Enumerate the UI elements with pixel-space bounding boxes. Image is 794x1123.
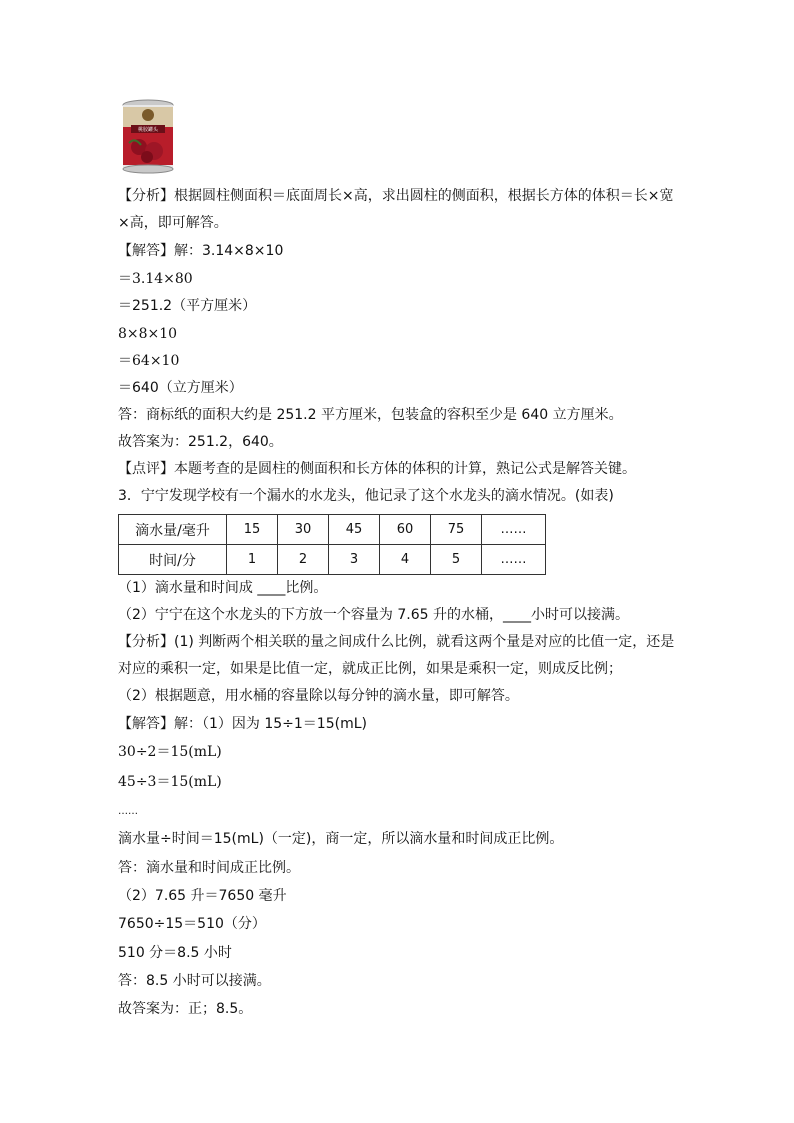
text-line: 【解答】解：3.14×8×10 (118, 243, 284, 259)
drip-table (118, 514, 546, 575)
text-line: ＝64×10 (118, 353, 180, 369)
table-cell: 60 (380, 515, 431, 545)
table-cell: 45 (329, 515, 380, 545)
table-cell: …… (482, 545, 546, 575)
text-line: ＝640（立方厘米） (118, 380, 243, 396)
text-line: 答：滴水量和时间成正比例。 (118, 860, 300, 876)
text-line: 【解答】解：（1）因为 15÷1＝15(mL) (118, 716, 367, 732)
text-line: （1）滴水量和时间成 ____比例。 (118, 580, 328, 596)
table-header-cell: 滴水量/毫升 (119, 515, 227, 545)
text-line: 答：商标纸的面积大约是 251.2 平方厘米，包装盒的容积至少是 640 立方厘米。 (118, 407, 623, 423)
text-line: ＝3.14×80 (118, 271, 193, 287)
table-cell: 4 (380, 545, 431, 575)
text-line: 答：8.5 小时可以接满。 (118, 973, 271, 989)
table-row (119, 515, 546, 545)
text-line: 30÷2＝15(mL) (118, 744, 222, 760)
text-line: （2）根据题意，用水桶的容量除以每分钟的滴水量，即可解答。 (118, 688, 519, 704)
table-row (119, 545, 546, 575)
canned-food-image (121, 99, 175, 175)
table-cell: 15 (227, 515, 278, 545)
table-cell: …… (482, 515, 546, 545)
text-line: 【分析】(1) 判断两个相关联的量之间成什么比例，就看这两个量是对应的比值一定，还是 (118, 634, 675, 650)
text-line: 故答案为：正；8.5。 (118, 1001, 253, 1017)
text-line: 对应的乘积一定，如果是比值一定，就成正比例，如果是乘积一定，则成反比例； (118, 661, 622, 677)
table-cell: 5 (431, 545, 482, 575)
question-title: 3．宁宁发现学校有一个漏水的水龙头，他记录了这个水龙头的滴水情况。(如表) (118, 488, 614, 504)
text-line: 45÷3＝15(mL) (118, 774, 222, 790)
table-header-cell: 时间/分 (119, 545, 227, 575)
table-cell: 2 (278, 545, 329, 575)
table-cell: 3 (329, 545, 380, 575)
can-label: 桃胶罐头 (137, 127, 159, 133)
text-line: 【点评】本题考查的是圆柱的侧面积和长方体的体积的计算，熟记公式是解答关键。 (118, 461, 636, 477)
text-line: （2）7.65 升＝7650 毫升 (118, 888, 287, 904)
text-line: 7650÷15＝510（分） (118, 916, 266, 932)
text-line: 8×8×10 (118, 326, 178, 342)
text-line: 滴水量÷时间＝15(mL)（一定)，商一定，所以滴水量和时间成正比例。 (118, 831, 564, 847)
text-line: ×高，即可解答。 (118, 215, 228, 231)
text-line: ＝251.2（平方厘米） (118, 298, 257, 314)
text-line: …… (118, 806, 138, 817)
text-line: 510 分＝8.5 小时 (118, 945, 232, 961)
text-line: 【分析】根据圆柱侧面积＝底面周长×高，求出圆柱的侧面积，根据长方体的体积＝长×宽 (118, 188, 674, 204)
text-line: （2）宁宁在这个水龙头的下方放一个容量为 7.65 升的水桶，____小时可以接满。 (118, 607, 629, 623)
table-cell: 75 (431, 515, 482, 545)
table-cell: 1 (227, 545, 278, 575)
table-cell: 30 (278, 515, 329, 545)
text-line: 故答案为：251.2，640。 (118, 434, 283, 450)
